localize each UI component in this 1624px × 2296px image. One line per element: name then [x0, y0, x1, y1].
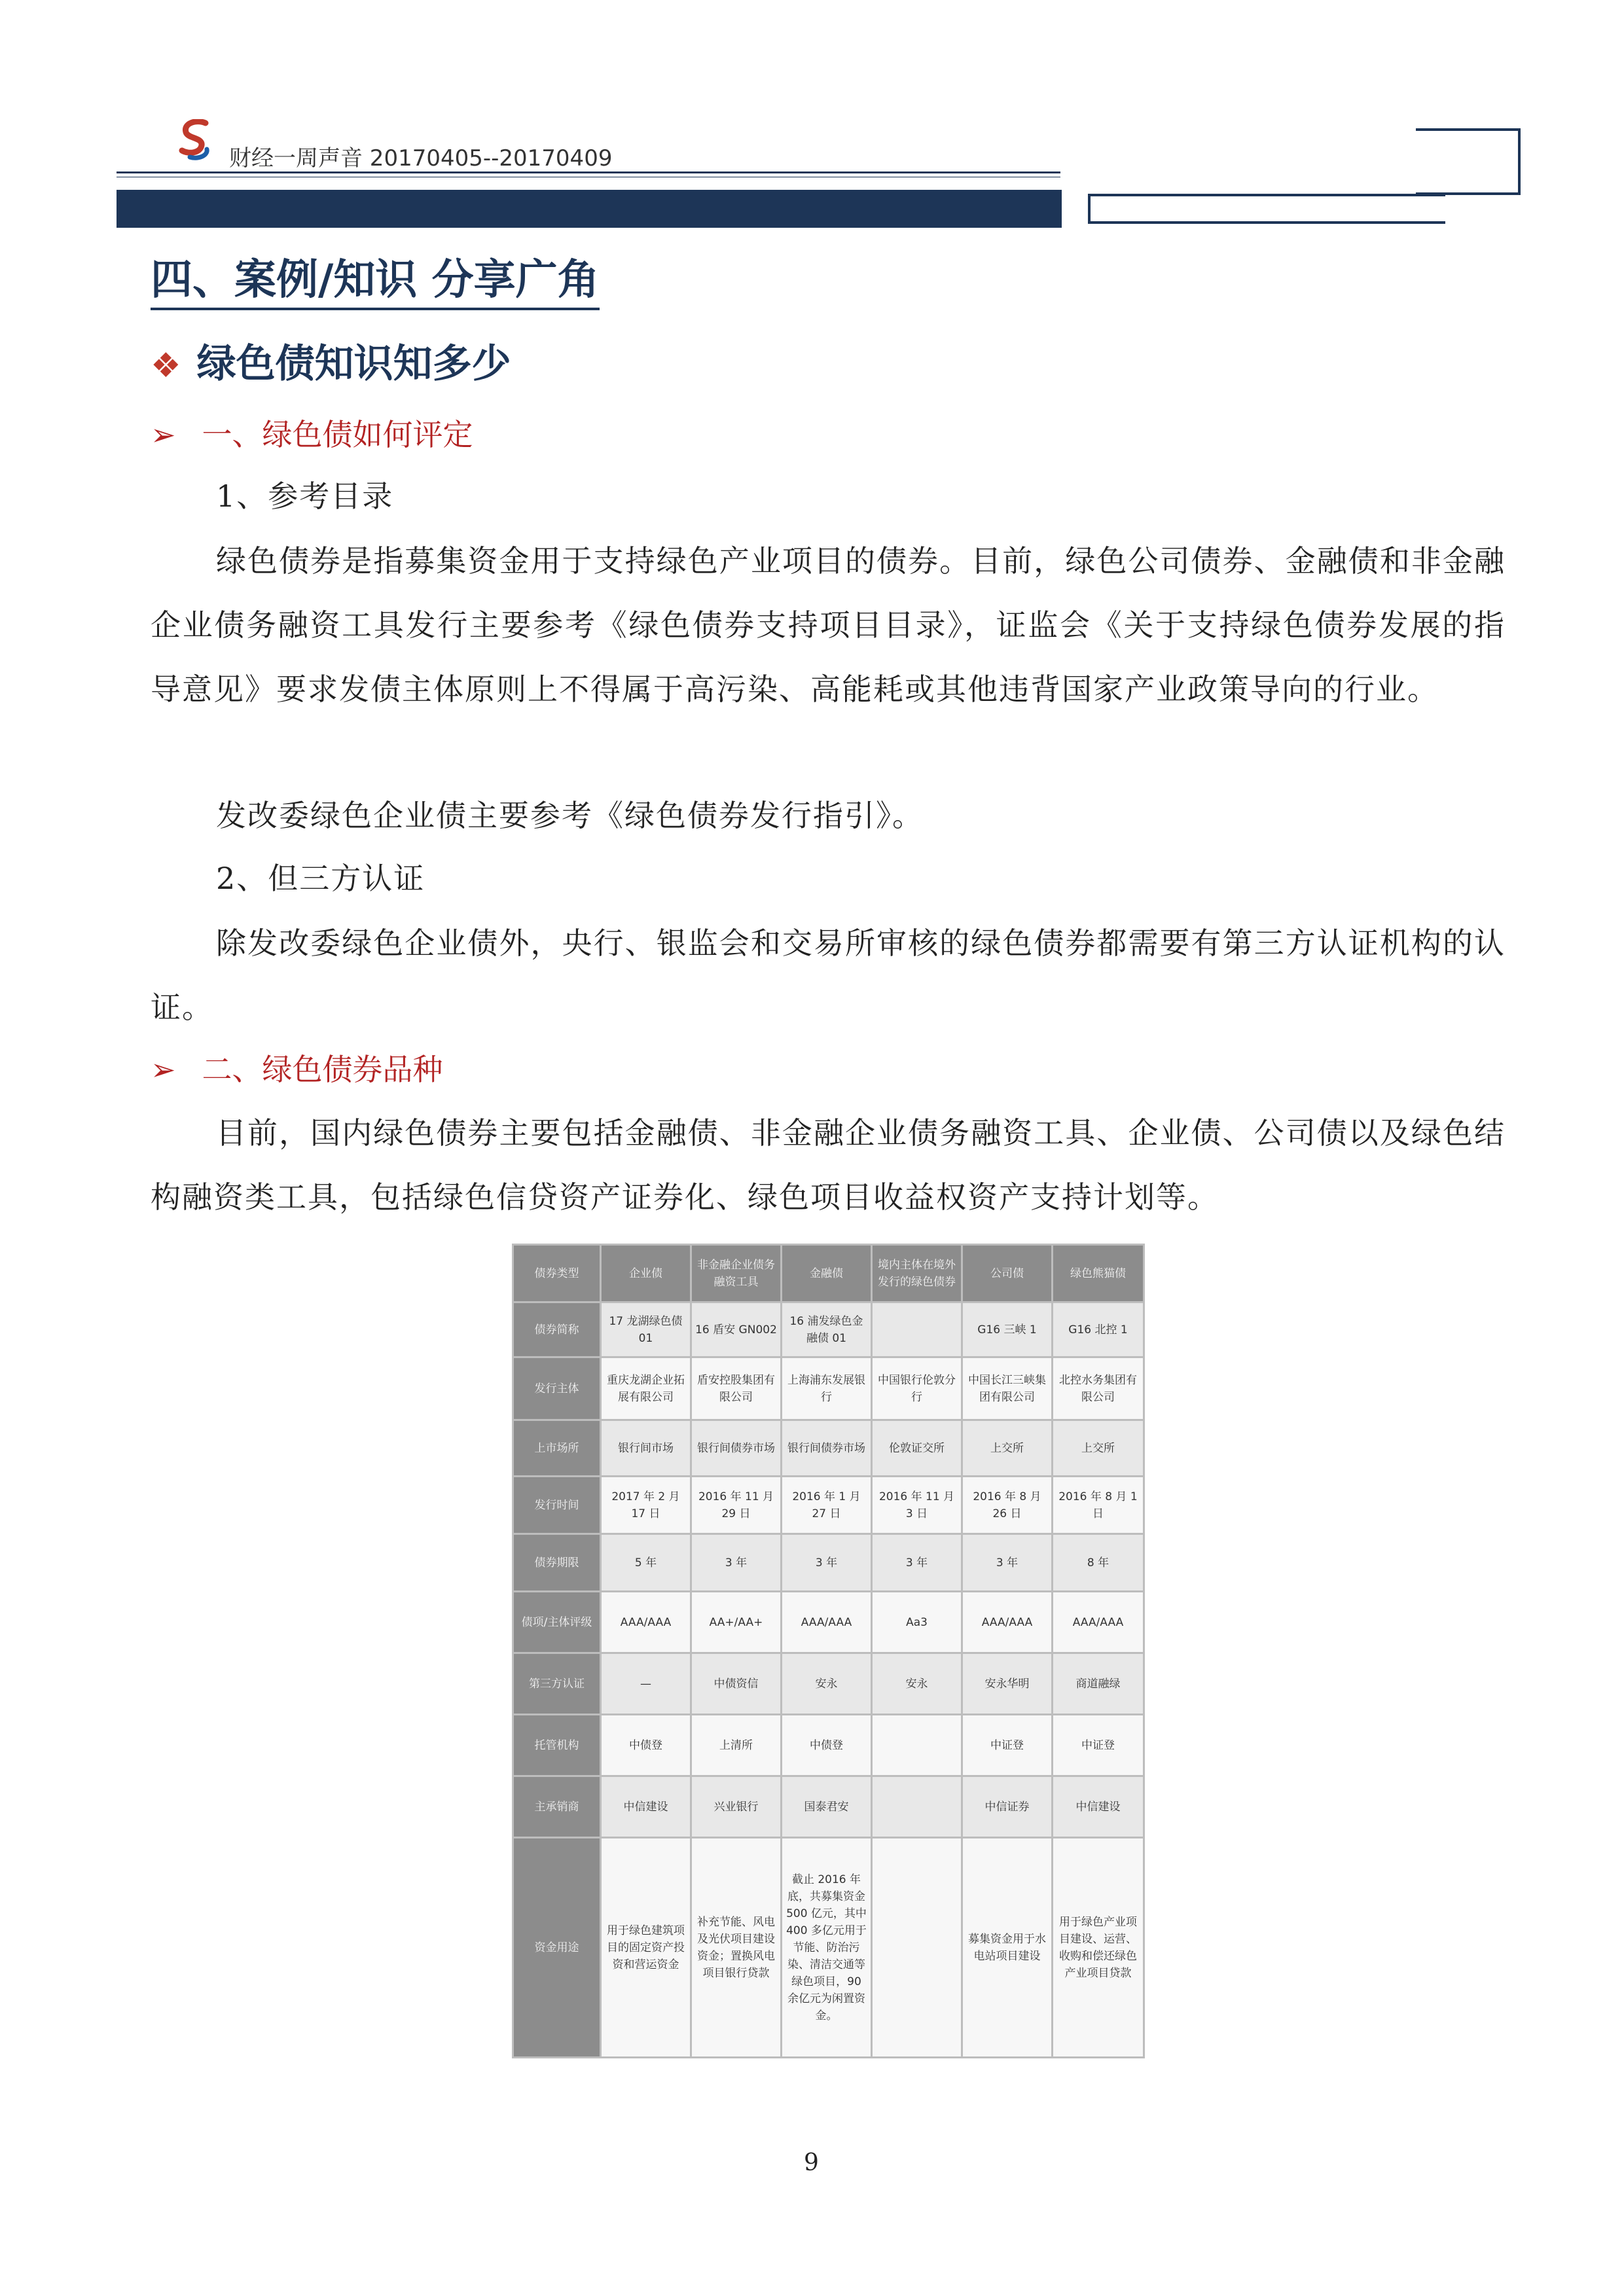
- table-cell: Aa3: [872, 1592, 962, 1653]
- table-cell: 伦敦证交所: [872, 1420, 962, 1477]
- header-title: 财经一周声音 20170405--20170409: [229, 145, 613, 171]
- table-cell: AAA/AAA: [1053, 1592, 1144, 1653]
- section-title: 四、案例/知识 分享广角: [151, 246, 600, 310]
- table-cell: 3 年: [782, 1534, 872, 1592]
- table-header-cell: 境内主体在境外发行的绿色债券: [872, 1245, 962, 1302]
- table-row: [513, 1838, 1144, 2058]
- table-row-label: 债券简称: [513, 1302, 601, 1357]
- part1-item1: 1、参考目录: [216, 478, 394, 514]
- table-header-cell: 非金融企业债务融资工具: [691, 1245, 782, 1302]
- table-cell: AAA/AAA: [962, 1592, 1053, 1653]
- table-cell: 3 年: [691, 1534, 782, 1592]
- table-cell: 商道融绿: [1053, 1653, 1144, 1715]
- table-cell: 用于绿色产业项目建设、运营、收购和偿还绿色产业项目贷款: [1053, 1838, 1144, 2058]
- table-cell: 中证登: [1053, 1715, 1144, 1776]
- table-cell: 中国银行伦敦分行: [872, 1357, 962, 1420]
- table-header-row: [513, 1245, 1144, 1302]
- part1-para3: 除发改委绿色企业债外，央行、银监会和交易所审核的绿色债券都需要有第三方认证机构的认证。: [151, 925, 1506, 1025]
- header-decor-box: [1416, 128, 1521, 195]
- table-row-label: 托管机构: [513, 1715, 601, 1776]
- arrow-bullet-icon: ➢: [151, 1052, 176, 1087]
- diamond-bullet-icon: ❖: [151, 346, 181, 386]
- part1-heading: [151, 411, 473, 454]
- table-cell: 募集资金用于水电站项目建设: [962, 1838, 1053, 2058]
- table-cell: 中债登: [782, 1715, 872, 1776]
- table-cell: 截止 2016 年底，共募集资金 500 亿元，其中 400 多亿元用于节能、防治污染、清洁交通等绿色项目，90 余亿元为闲置资金。: [782, 1838, 872, 2058]
- table-cell: 北控水务集团有限公司: [1053, 1357, 1144, 1420]
- bond-table-image: [512, 1244, 1143, 2075]
- table-cell: 2016 年 8 月 26 日: [962, 1477, 1053, 1534]
- table-row-label: 发行时间: [513, 1477, 601, 1534]
- table-header-cell: 绿色熊猫债: [1053, 1245, 1144, 1302]
- table-cell: 银行间债券市场: [782, 1420, 872, 1477]
- table-row-label: 发行主体: [513, 1357, 601, 1420]
- table-cell: 中信建设: [601, 1776, 691, 1838]
- table-header-cell: 公司债: [962, 1245, 1053, 1302]
- table-row-label: 债券期限: [513, 1534, 601, 1592]
- table-cell: —: [601, 1653, 691, 1715]
- table-cell: 中国长江三峡集团有限公司: [962, 1357, 1053, 1420]
- table-cell: 国泰君安: [782, 1776, 872, 1838]
- subtitle-text: 绿色债知识知多少: [196, 341, 511, 387]
- table-cell: 盾安控股集团有限公司: [691, 1357, 782, 1420]
- table-header-cell: 债券类型: [513, 1245, 601, 1302]
- table-row: [513, 1357, 1144, 1420]
- table-cell: 17 龙湖绿色债 01: [601, 1302, 691, 1357]
- table-cell: 兴业银行: [691, 1776, 782, 1838]
- table-cell: [872, 1302, 962, 1357]
- table-cell: 上交所: [962, 1420, 1053, 1477]
- table-cell: AA+/AA+: [691, 1592, 782, 1653]
- part1-item2: 2、但三方认证: [216, 861, 425, 896]
- table-cell: 2016 年 8 月 1 日: [1053, 1477, 1144, 1534]
- header-decor-frame: [1088, 194, 1445, 224]
- table-cell: G16 北控 1: [1053, 1302, 1144, 1357]
- table-cell: 16 浦发绿色金融债 01: [782, 1302, 872, 1357]
- part2-para1: 目前，国内绿色债券主要包括金融债、非金融企业债务融资工具、企业债、公司债以及绿色结构融资类工具，包括绿色信贷资产证券化、绿色项目收益权资产支持计划等。: [151, 1115, 1506, 1215]
- table-cell: 8 年: [1053, 1534, 1144, 1592]
- part2-heading-text: 二、绿色债券品种: [202, 1052, 443, 1087]
- table-row: [513, 1302, 1144, 1357]
- table-cell: 重庆龙湖企业拓展有限公司: [601, 1357, 691, 1420]
- table-cell: 2017 年 2 月 17 日: [601, 1477, 691, 1534]
- table-cell: 上清所: [691, 1715, 782, 1776]
- part2-heading: [151, 1046, 443, 1089]
- arrow-bullet-icon: ➢: [151, 417, 176, 452]
- table-cell: 用于绿色建筑项目的固定资产投资和营运资金: [601, 1838, 691, 2058]
- table-cell: 2016 年 11 月 3 日: [872, 1477, 962, 1534]
- table-row: [513, 1776, 1144, 1838]
- table-row: [513, 1715, 1144, 1776]
- table-row: [513, 1420, 1144, 1477]
- table-cell: 2016 年 1 月 27 日: [782, 1477, 872, 1534]
- table-cell: 中债登: [601, 1715, 691, 1776]
- table-cell: 中信证券: [962, 1776, 1053, 1838]
- table-cell: 银行间市场: [601, 1420, 691, 1477]
- part1-para1: 绿色债券是指募集资金用于支持绿色产业项目的债券。目前，绿色公司债券、金融债和非金融企业债务融资工具发行主要参考《绿色债券支持项目目录》，证监会《关于支持绿色债券发展的指导意见》要求发债主体原则上不得属于高污染、高能耗或其他违背国家产业政策导向的行业。: [151, 543, 1506, 707]
- table-row: [513, 1534, 1144, 1592]
- table-cell: 中信建设: [1053, 1776, 1144, 1838]
- table-cell: 3 年: [872, 1534, 962, 1592]
- table-header-cell: 金融债: [782, 1245, 872, 1302]
- table-row-label: 资金用途: [513, 1838, 601, 2058]
- table-cell: AAA/AAA: [601, 1592, 691, 1653]
- table-cell: G16 三峡 1: [962, 1302, 1053, 1357]
- table-cell: 3 年: [962, 1534, 1053, 1592]
- table-cell: [872, 1776, 962, 1838]
- table-cell: AAA/AAA: [782, 1592, 872, 1653]
- part1-para2: 发改委绿色企业债主要参考《绿色债券发行指引》。: [216, 798, 924, 833]
- table-cell: 上海浦东发展银行: [782, 1357, 872, 1420]
- table-cell: 安永华明: [962, 1653, 1053, 1715]
- table-row-label: 上市场所: [513, 1420, 601, 1477]
- part1-heading-text: 一、绿色债如何评定: [202, 417, 473, 452]
- table-cell: 银行间债券市场: [691, 1420, 782, 1477]
- bond-table: [512, 1244, 1145, 2058]
- page-number: 9: [804, 2149, 819, 2176]
- table-row-label: 债项/主体评级: [513, 1592, 601, 1653]
- table-cell: 安永: [872, 1653, 962, 1715]
- company-logo-icon: [177, 119, 213, 161]
- table-row-label: 主承销商: [513, 1776, 601, 1838]
- table-cell: [872, 1715, 962, 1776]
- header-rule: [117, 171, 1060, 173]
- table-row: [513, 1477, 1144, 1534]
- header-bar: [117, 190, 1062, 228]
- table-row: [513, 1653, 1144, 1715]
- table-cell: 上交所: [1053, 1420, 1144, 1477]
- subtitle: [151, 332, 511, 389]
- table-cell: 中债资信: [691, 1653, 782, 1715]
- table-cell: 补充节能、风电及光伏项目建设资金；置换风电项目银行贷款: [691, 1838, 782, 2058]
- table-row-label: 第三方认证: [513, 1653, 601, 1715]
- table-header-cell: 企业债: [601, 1245, 691, 1302]
- table-cell: 安永: [782, 1653, 872, 1715]
- table-cell: 16 盾安 GN002: [691, 1302, 782, 1357]
- table-cell: 5 年: [601, 1534, 691, 1592]
- table-cell: 中证登: [962, 1715, 1053, 1776]
- table-cell: [872, 1838, 962, 2058]
- table-row: [513, 1592, 1144, 1653]
- table-cell: 2016 年 11 月 29 日: [691, 1477, 782, 1534]
